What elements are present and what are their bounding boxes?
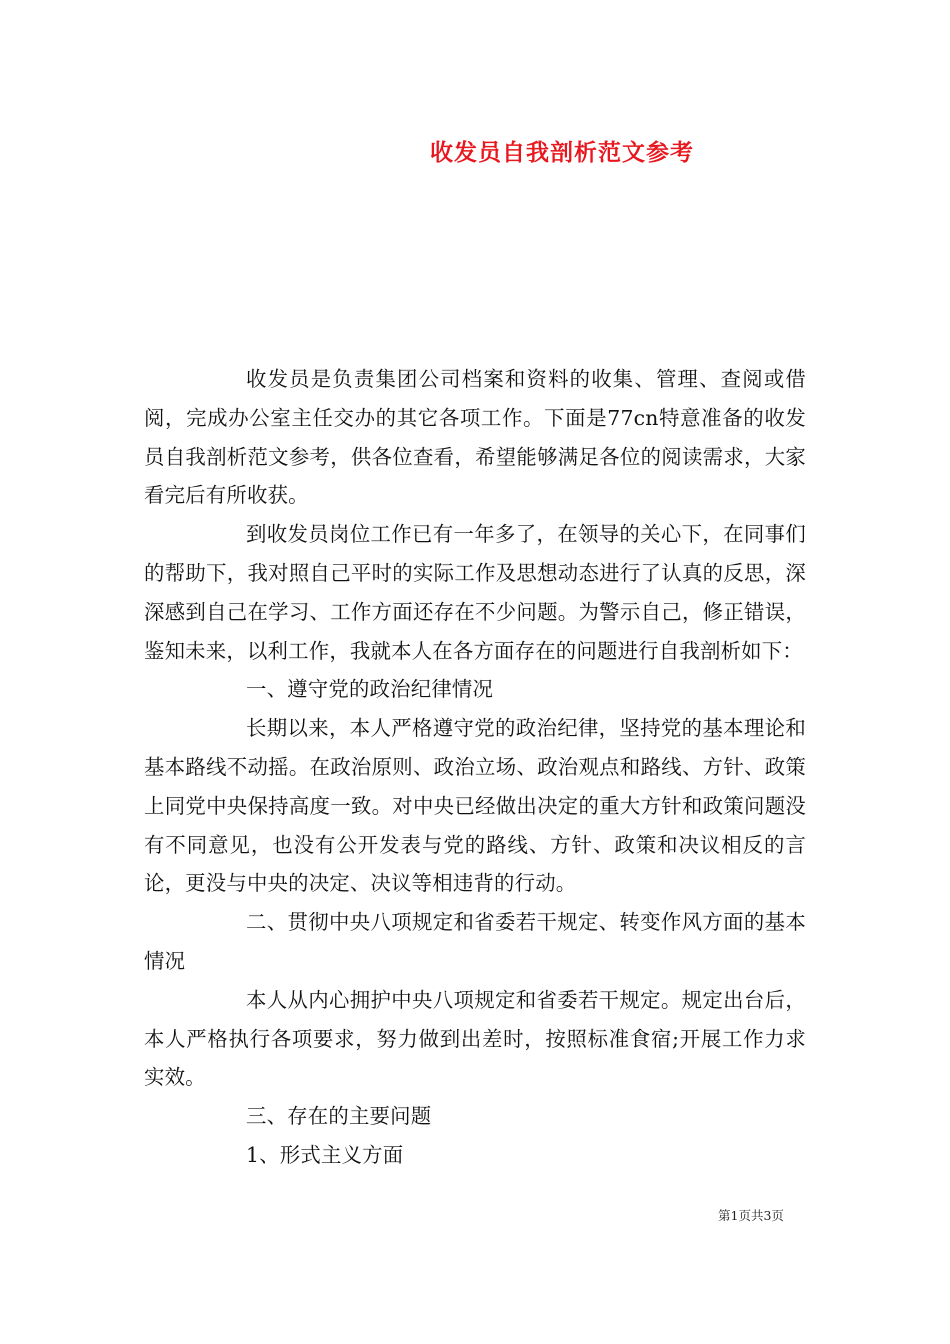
- paragraph-reflection: 到收发员岗位工作已有一年多了，在领导的关心下，在同事们的帮助下，我对照自己平时的实际工作及思想动态进行了认真的反思，深深感到自己在学习、工作方面还存在不少问题。为警示自己，修正错误，鉴知未来，以利工作，我就本人在各方面存在的问题进行自我剖析如下：: [144, 522, 806, 663]
- paragraph-intro: 收发员是负责集团公司档案和资料的收集、管理、查阅或借阅，完成办公室主任交办的其它各项工作。下面是77cn特意准备的收发员自我剖析范文参考，供各位查看，希望能够满足各位的阅读需求，大家看完后有所收获。: [144, 367, 806, 508]
- paragraph-section-1: 长期以来，本人严格遵守党的政治纪律，坚持党的基本理论和基本路线不动摇。在政治原则、政治立场、政治观点和路线、方针、政策上同党中央保持高度一致。对中央已经做出决定的重大方针和政策问题没有不同意见，也没有公开发表与党的路线、方针、政策和决议相反的言论，更没与中央的决定、决议等相违背的行动。: [144, 716, 806, 896]
- page-number-footer: [718, 1206, 784, 1224]
- section-heading-2: 二、贯彻中央八项规定和省委若干规定、转变作风方面的基本情况: [144, 910, 806, 973]
- subsection-heading-1: 1、形式主义方面: [246, 1142, 404, 1167]
- section-heading-3: 三、存在的主要问题: [246, 1104, 432, 1129]
- paragraph-section-2: 本人从内心拥护中央八项规定和省委若干规定。规定出台后，本人严格执行各项要求，努力做到出差时，按照标准食宿;开展工作力求实效。: [144, 987, 806, 1090]
- page-number-label: 第1页共3页: [718, 1208, 784, 1223]
- document-title: 收发员自我剖析范文参考: [430, 139, 694, 166]
- section-heading-1: 一、遵守党的政治纪律情况: [246, 677, 494, 702]
- document-body: [144, 360, 806, 1175]
